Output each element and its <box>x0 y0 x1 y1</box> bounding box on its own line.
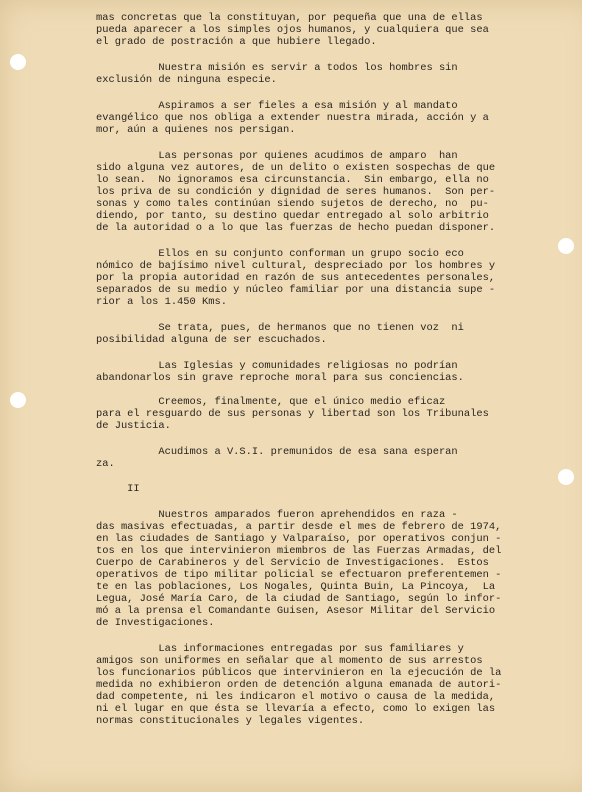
punch-hole-1 <box>10 54 26 70</box>
text-line: el grado de postración a que hubiere llegado. <box>96 36 377 48</box>
text-line: posibilidad alguna de ser escuchados. <box>96 334 327 346</box>
text-line: nómico de bajísimo nivel cultural, despreciado por los hombres y <box>96 260 496 272</box>
text-line: operativos de tipo militar policial se efectuaron preferentemen - <box>96 569 502 581</box>
text-line: de Justicia. <box>96 420 171 432</box>
text-line: ni el lugar en que ésta se llevaría a efecto, como lo exigen las <box>96 703 496 715</box>
text-line: amigos son uniformes en señalar que al momento de sus arrestos <box>96 655 483 667</box>
text-line: Nuestra misión es servir a todos los hombres sin <box>96 62 458 74</box>
text-line: separados de su medio y núcleo familiar por una distancia supe - <box>96 284 496 296</box>
punch-hole-3 <box>558 238 574 254</box>
text-line: diendo, por tanto, su destino quedar entregado al solo arbitrio <box>96 210 489 222</box>
text-line: za. <box>96 458 115 470</box>
text-line: das masivas efectuadas, a partir desde el mes de febrero de 1974, <box>96 521 502 533</box>
text-line: normas constitucionales y legales vigentes. <box>96 715 365 727</box>
text-line: de Investigaciones. <box>96 617 215 629</box>
text-line: Las personas por quienes acudimos de amparo han <box>96 150 458 162</box>
text-line: mó a la prensa el Comandante Guisen, Asesor Militar del Servicio <box>96 605 496 617</box>
text-line: Nuestros amparados fueron aprehendidos en raza - <box>96 509 458 521</box>
punch-hole-2 <box>10 392 26 408</box>
text-line: Cuerpo de Carabineros y del Servicio de Investigaciones. Estos <box>96 557 489 569</box>
text-line: te en las poblaciones, Los Nogales, Quinta Buin, La Pincoya, La <box>96 581 496 593</box>
text-line: tos en los que intervinieron miembros de las Fuerzas Armadas, del <box>96 545 502 557</box>
text-line: mas concretas que la constituyan, por pequeña que una de ellas <box>96 12 483 24</box>
text-line: dad competente, ni les indicaron el motivo o causa de la medida, <box>96 691 496 703</box>
text-line: exclusión de ninguna especie. <box>96 74 277 86</box>
text-line: en las ciudades de Santiago y Valparaíso, por operativos conjun - <box>96 533 502 545</box>
text-line: Las informaciones entregadas por sus familiares y <box>96 643 464 655</box>
text-line: Las Iglesias y comunidades religiosas no podrían <box>96 360 458 372</box>
page-edge <box>582 0 597 792</box>
text-line: abandonarlos sin grave reproche moral para sus conciencias. <box>96 372 464 384</box>
text-line: por la propia autoridad en razón de sus antecedentes personales, <box>96 272 496 284</box>
punch-hole-4 <box>558 469 574 485</box>
text-line: rior a los 1.450 Kms. <box>96 296 227 308</box>
text-line: de la autoridad o a lo que las fuerzas de hecho puedan disponer. <box>96 222 496 234</box>
text-line: II <box>96 483 140 495</box>
text-line: Acudimos a V.S.I. premunidos de esa sana esperan <box>96 446 458 458</box>
text-line: los funcionarios públicos que intervinieron en la ejecución de la <box>96 667 502 679</box>
text-line: sido alguna vez autores, de un delito o existen sospechas de que <box>96 162 496 174</box>
text-line: los priva de su condición y dignidad de seres humanos. Son per- <box>96 186 496 198</box>
text-line: Legua, José María Caro, de la ciudad de Santiago, según lo infor- <box>96 593 502 605</box>
text-line: Ellos en su conjunto conforman un grupo socio eco <box>96 248 464 260</box>
text-line: mor, aún a quienes nos persigan. <box>96 124 296 136</box>
text-line: lo sean. No ignoramos esa circunstancia. Sin embargo, ella no <box>96 174 489 186</box>
text-line: para el resguardo de sus personas y libertad son los Tribunales <box>96 408 489 420</box>
text-line: Se trata, pues, de hermanos que no tienen voz ni <box>96 322 464 334</box>
text-line: Creemos, finalmente, que el único medio eficaz <box>96 396 446 408</box>
text-line: Aspiramos a ser fieles a esa misión y al mandato <box>96 100 458 112</box>
text-line: sonas y como tales continúan siendo sujetos de derecho, no pu- <box>96 198 489 210</box>
text-line: medida no exhibieron orden de detención alguna emanada de autori- <box>96 679 502 691</box>
text-line: pueda aparecer a los simples ojos humanos, y cualquiera que sea <box>96 24 489 36</box>
text-line: evangélico que nos obliga a extender nuestra mirada, acción y a <box>96 112 489 124</box>
